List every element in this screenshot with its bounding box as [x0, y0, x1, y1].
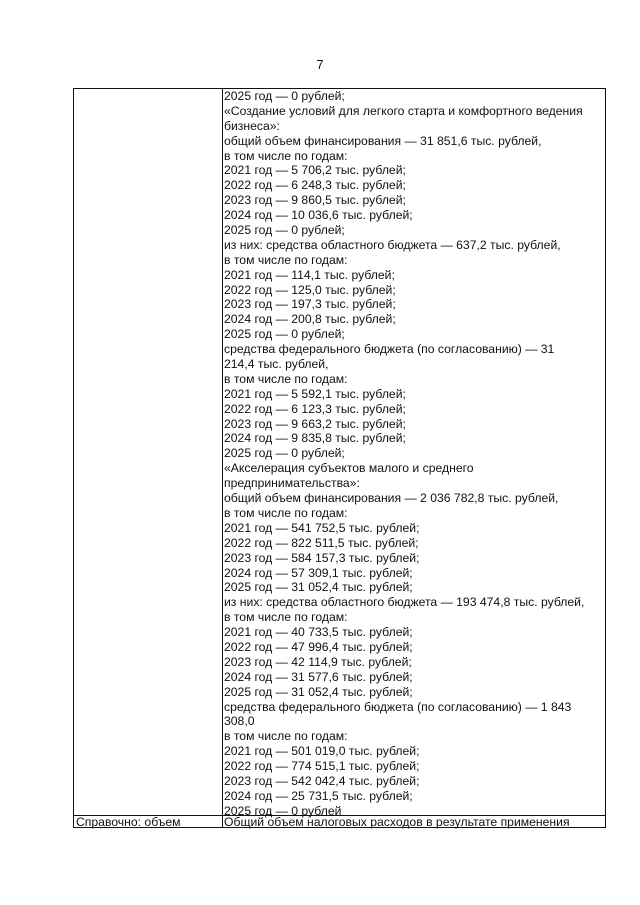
text-line: 214,4 тыс. рублей, [224, 357, 329, 372]
text-line: 2023 год — 9 663,2 тыс. рублей; [224, 416, 406, 431]
text-line: 2021 год — 5 592,1 тыс. рублей; [224, 386, 406, 401]
text-line: 2025 год — 0 рублей; [224, 446, 345, 461]
text-line: «Акселерация субъектов малого и среднего [224, 461, 474, 476]
text-line: 2023 год — 197,3 тыс. рублей; [224, 297, 396, 312]
text-line: 2021 год — 40 733,5 тыс. рублей; [224, 625, 413, 640]
text-line: 2022 год — 6 123,3 тыс. рублей; [224, 401, 406, 416]
reference-label-cell: Справочно: объем [76, 815, 181, 829]
text-line: 2025 год — 31 052,4 тыс. рублей; [224, 580, 413, 595]
text-line: 2023 год — 584 157,3 тыс. рублей; [224, 550, 420, 565]
text-line: 2021 год — 5 706,2 тыс. рублей; [224, 163, 406, 178]
text-line: 2025 год — 0 рублей; [224, 89, 345, 103]
text-line: 2022 год — 47 996,4 тыс. рублей; [224, 639, 413, 654]
text-line: 2022 год — 774 515,1 тыс. рублей; [224, 759, 420, 774]
text-line: 2022 год — 125,0 тыс. рублей; [224, 282, 396, 297]
page-number: 7 [316, 57, 324, 72]
text-line: в том числе по годам: [224, 252, 348, 267]
text-line: 308,0 [224, 714, 255, 729]
text-line: общий объем финансирования — 2 036 782,8 тыс. рублей, [224, 491, 559, 506]
text-line: средства федерального бюджета (по согласованию) — 1 843 [224, 699, 572, 714]
funding-details-cell [224, 89, 608, 819]
text-line: 2024 год — 200,8 тыс. рублей; [224, 312, 396, 327]
document-table [73, 88, 606, 828]
text-line: 2025 год — 0 рублей; [224, 327, 345, 342]
text-line: 2021 год — 501 019,0 тыс. рублей; [224, 744, 420, 759]
text-line: общий объем финансирования — 31 851,6 тыс. рублей, [224, 133, 542, 148]
text-line: бизнеса»: [224, 118, 280, 133]
text-line: в том числе по годам: [224, 729, 348, 744]
text-line: 2023 год — 9 860,5 тыс. рублей; [224, 193, 406, 208]
tax-expenditure-cell: Общий объем налоговых расходов в результате применения [224, 815, 570, 829]
text-line: 2021 год — 114,1 тыс. рублей; [224, 267, 395, 282]
column-divider [222, 89, 223, 827]
text-line: 2023 год — 42 114,9 тыс. рублей; [224, 654, 412, 669]
text-line: 2024 год — 9 835,8 тыс. рублей; [224, 431, 406, 446]
text-line: 2024 год — 31 577,6 тыс. рублей; [224, 669, 413, 684]
text-line: «Создание условий для легкого старта и комфортного ведения [224, 103, 583, 118]
text-line: 2021 год — 541 752,5 тыс. рублей; [224, 520, 420, 535]
text-line: из них: средства областного бюджета — 193 474,8 тыс. рублей, [224, 595, 585, 610]
text-line: в том числе по годам: [224, 505, 348, 520]
text-line: средства федерального бюджета (по согласованию) — 31 [224, 342, 555, 357]
text-line: из них: средства областного бюджета — 637,2 тыс. рублей, [224, 237, 561, 252]
text-line: 2025 год — 31 052,4 тыс. рублей; [224, 684, 413, 699]
text-line: в том числе по годам: [224, 610, 348, 625]
text-line: 2022 год — 822 511,5 тыс. рублей; [224, 535, 419, 550]
text-line: 2025 год — 0 рублей [224, 803, 342, 818]
text-line: 2024 год — 10 036,6 тыс. рублей; [224, 208, 413, 223]
text-line: 2025 год — 0 рублей; [224, 223, 345, 238]
text-line: предпринимательства»: [224, 476, 360, 491]
text-line: 2024 год — 57 309,1 тыс. рублей; [224, 565, 413, 580]
text-line: в том числе по годам: [224, 148, 348, 163]
text-line: 2023 год — 542 042,4 тыс. рублей; [224, 773, 420, 788]
text-line: 2024 год — 25 731,5 тыс. рублей; [224, 788, 413, 803]
text-line: 2022 год — 6 248,3 тыс. рублей; [224, 178, 406, 193]
text-line: в том числе по годам: [224, 371, 348, 386]
